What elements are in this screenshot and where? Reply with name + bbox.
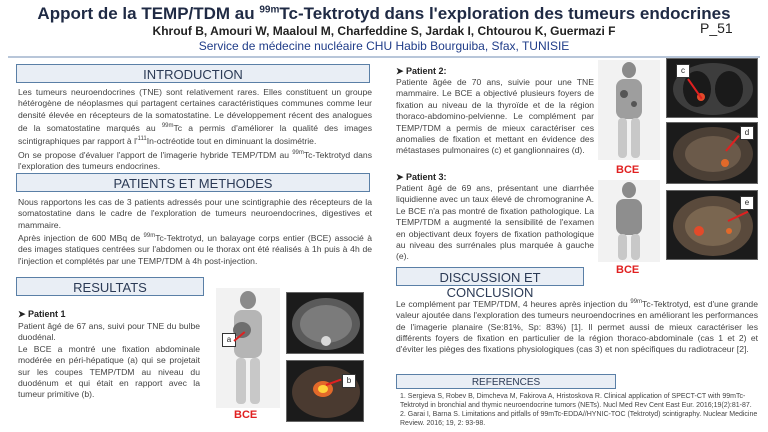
intro-text: Les tumeurs neuroendocrines (TNE) sont relativement rares. Elles constituent un groupe hétérogène de néoplasmes qui partagent certaines caractéristiques communes comme leur densité élevée en récepteurs de la somatostatine. Le développement récent des analogues de la somatostatine marqués au $^{99m}$Tc a permis d'améliorer la qualité des images scintigraphiques par rapport à $l'^{111}In$-octréotide tout en diminuant la dosimétrie. On se propose d'évaluer l'apport de l'imagerie hybride TEMP/TDM au $^{99m}$Tc-Tektrotyd dans l'exploration des tumeurs endocrines.	[18, 87, 373, 172]
case2-text: Patiente âgée de 70 ans, suivie pour une TNE mammaire. Le BCE a objectivé plusieurs foyers de fixation au niveau de la thyroïde et de la région thoraco-abdomino-pelvienne. Le complément par TEMP/TDM a permis de mieux caractériser ces anomalies de fixation et mettant en évidence des métastases pulmonaires (c) et ganglionnaires (d).	[396, 77, 594, 156]
poster-title: Apport de la TEMP/TDM au $^{99m}$Tc-Tektrotyd dans l'exploration des tumeurs endocrines	[37, 4, 731, 23]
case1-bce-label: BCE	[234, 409, 258, 421]
results-heading: RESULTATS	[16, 277, 204, 296]
affiliation: Service de médecine nucléaire CHU Habib Bourguiba, Sfax, TUNISIE	[198, 39, 570, 53]
label-c: c	[676, 64, 690, 78]
references-heading: REFERENCES	[396, 374, 616, 389]
case3-bce-image	[598, 180, 660, 262]
discussion-text: Le complément par TEMP/TDM, 4 heures après injection du $^{99m}$Tc-Tektrotyd, est d'une grande valeur ajoutée dans l'exploration des tumeurs neuroendocrines en améliorant les performances de l'imagerie planaire (Se:81%, Sp: 83%) [1]. Il permet aussi de mieux caractériser les différents foyers de fixation en particulier de la région thoraco-abdominale (cas 1 et 2) et d'éviter les pièges des fixations physiologiques (cas 3) et non spécifiques du radiotraceur [2].	[396, 298, 758, 355]
case3-title: ➤ Patient 3:	[396, 172, 447, 182]
case1-bce-image	[216, 288, 280, 408]
case1-title: ➤ Patient 1	[18, 309, 66, 319]
case1-fusion-image	[286, 360, 364, 422]
label-d: d	[740, 126, 754, 140]
label-b: b	[342, 374, 356, 388]
case2-bce-label: BCE	[616, 164, 640, 176]
poster-id: P_51	[700, 20, 733, 36]
case2-title: ➤ Patient 2:	[396, 66, 447, 76]
case3-text: Patient âgé de 69 ans, présentant une diarrhée liquidienne avec un taux élevé de chromogranine A. Le BCE n'a pas montré de fixation pathologique. La TEMP/TDM a augmenté la sensibilité de l'examen en objectivant deux foyers de fixation pathologique au niveau des surrénales plus marquée à gauche (e).	[396, 183, 594, 262]
discussion-heading: DISCUSSION ET CONCLUSION	[396, 267, 584, 286]
case3-bce-label: BCE	[616, 264, 640, 276]
case2-bce-image	[598, 60, 660, 160]
reference-item-2: 2. Garai I, Barna S. Limitations and pitfalls of 99mTc-EDDA//HYNIC-TOC (Tektrotyd) scintigraphy. Nuclear Medicine Review. 2016; 19, 2: 93-98.	[400, 411, 758, 427]
case1-text: Patient âgé de 67 ans, suivi pour TNE du bulbe duodénal. Le BCE a montré une fixation abdominale modérée en péri-hépatique (a) qui se projetait sur les coupes TEMP/TDM au niveau du duodénum et qui était en rapport avec la tumeur primitive (b).	[18, 321, 200, 400]
intro-heading: INTRODUCTION	[16, 64, 370, 83]
label-e: e	[740, 196, 754, 210]
case1-ct-image	[286, 292, 364, 354]
reference-item-1: 1. Sergieva S, Robev B, Dimcheva M, Fakirova A, Hristoskova R. Clinical application of SPECT-CT with 99mTc-Tektrotyd in bronchial and thymic neuroendocrine tumors (NETs). Nucl Med Rev Cent East Eur. 2016;19(2):81-87.	[400, 393, 752, 409]
header-divider	[8, 56, 760, 58]
authors: Khrouf B, Amouri W, Maaloul M, Charfeddine S, Jardak I, Chtourou K, Guermazi F	[152, 24, 616, 38]
methods-heading: PATIENTS ET METHODES	[16, 173, 370, 192]
methods-text: Nous rapportons les cas de 3 patients adressés pour une scintigraphie des récepteurs de la somatostatine dans le cadre de l'exploration de tumeurs neuroendocrines, digestives et mammaire. Après injection de 600 MBq de $^{99m}$Tc-Tektrotyd, un balayage corps entier (BCE) associé à des images statiques centrées sur l'abdomen ou le thorax ont été réalisés à 1h puis à 4h de l'injection et complétés par une TEMP/TDM à 4h post-injection.	[18, 197, 372, 266]
label-a: a	[222, 333, 236, 347]
